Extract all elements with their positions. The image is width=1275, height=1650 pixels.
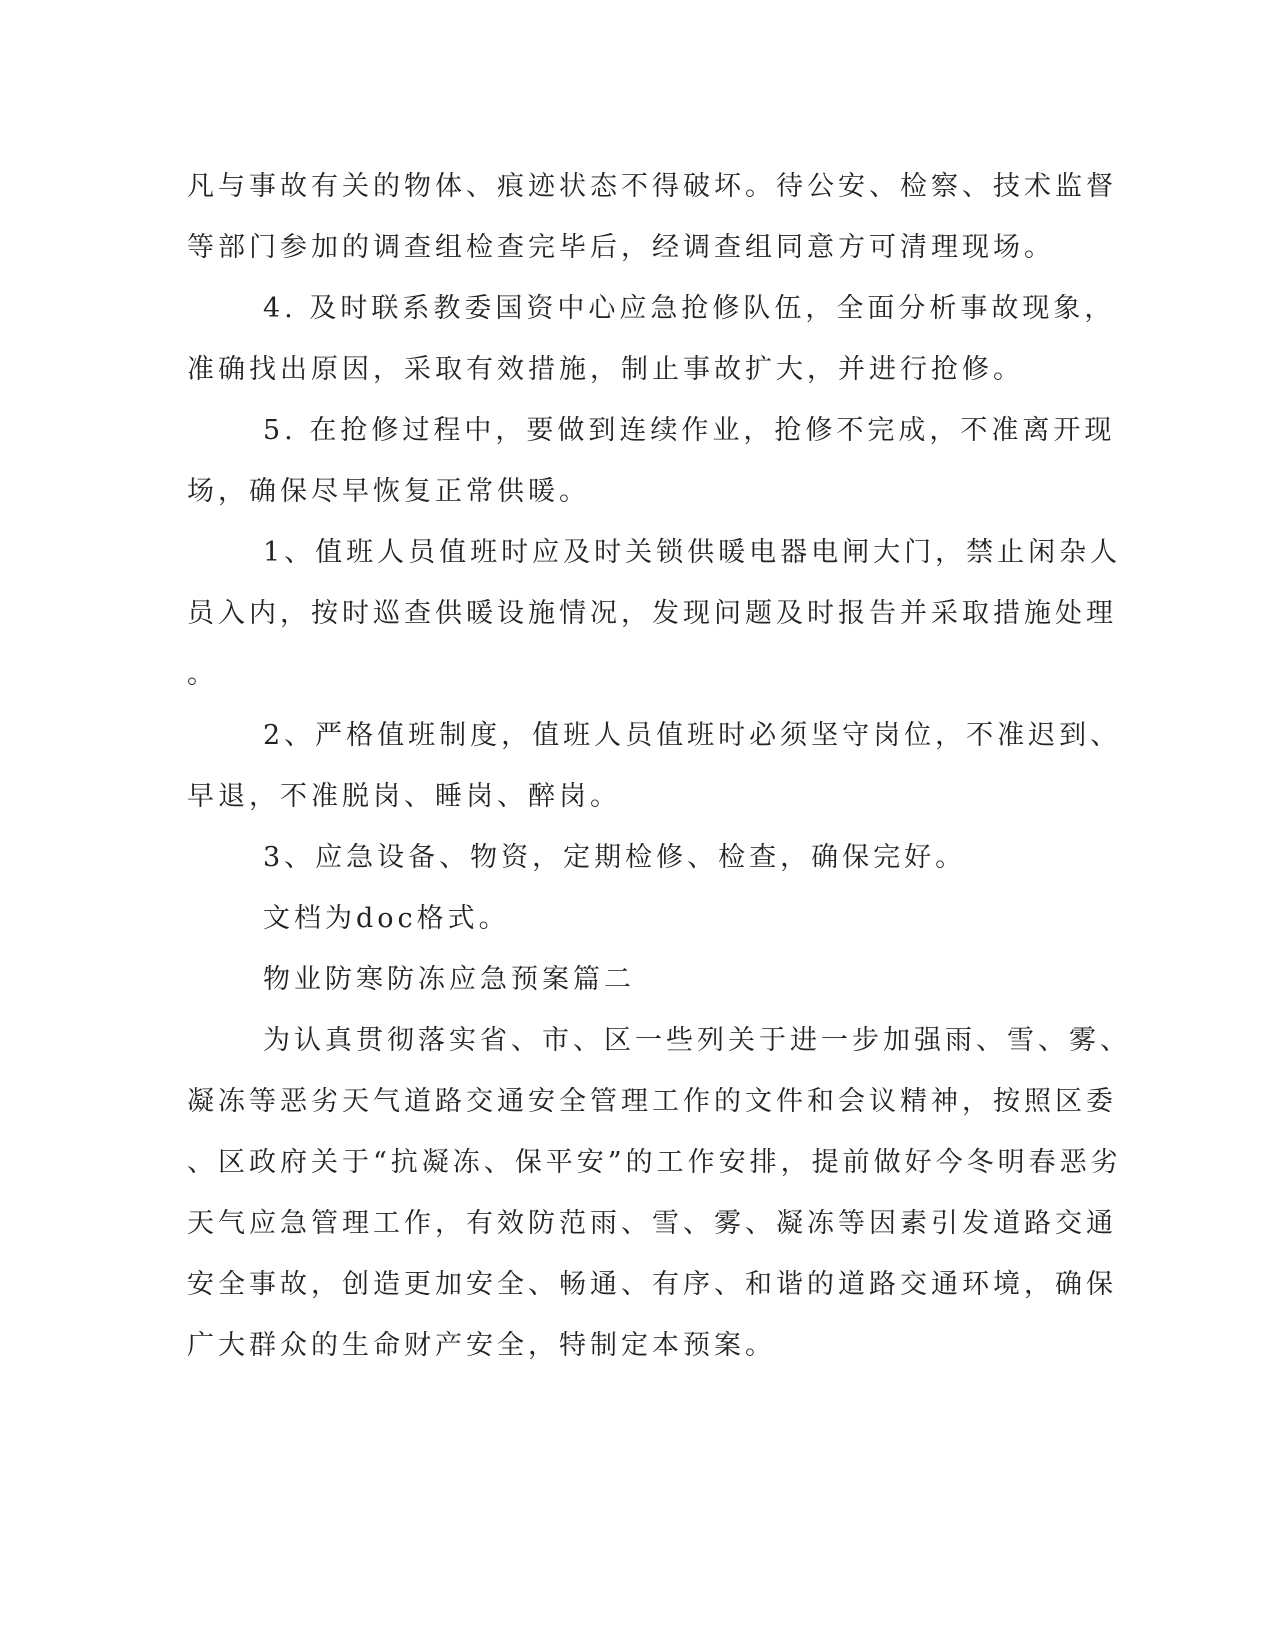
text-line: 广大群众的生命财产安全，特制定本预案。: [187, 1330, 776, 1361]
text-line: 5. 在抢修过程中，要做到连续作业，抢修不完成，不准离开现: [263, 415, 1116, 446]
text-line: 早退，不准脱岗、睡岗、醉岗。: [187, 781, 621, 812]
section-heading: 物业防寒防冻应急预案篇二: [263, 964, 635, 995]
text-line: 3、应急设备、物资，定期检修、检查，确保完好。: [263, 842, 967, 873]
document-body: [187, 156, 1131, 1376]
text-line: 4. 及时联系教委国资中心应急抢修队伍，全面分析事故现象，: [263, 293, 1116, 324]
text-line: 、区政府关于“抗凝冻、保平安”的工作安排，提前做好今冬明春恶劣: [187, 1147, 1122, 1178]
text-line: 2、严格值班制度，值班人员值班时必须坚守岗位，不准迟到、: [263, 720, 1122, 751]
text-line: 等部门参加的调查组检查完毕后，经调查组同意方可清理现场。: [187, 232, 1055, 263]
text-line: 准确找出原因，采取有效措施，制止事故扩大，并进行抢修。: [187, 354, 1024, 385]
text-line: 1、值班人员值班时应及时关锁供暖电器电闸大门，禁止闲杂人: [263, 537, 1122, 568]
text-line: 场，确保尽早恢复正常供暖。: [187, 476, 590, 507]
text-line: 员入内，按时巡查供暖设施情况，发现问题及时报告并采取措施处理: [187, 598, 1117, 629]
text-line: 凡与事故有关的物体、痕迹状态不得破坏。待公安、检察、技术监督: [187, 171, 1117, 202]
text-line: 天气应急管理工作，有效防范雨、雪、雾、凝冻等因素引发道路交通: [187, 1208, 1117, 1239]
text-line: 为认真贯彻落实省、市、区一些列关于进一步加强雨、雪、雾、: [263, 1025, 1131, 1056]
text-line: 凝冻等恶劣天气道路交通安全管理工作的文件和会议精神，按照区委: [187, 1086, 1117, 1117]
text-line: 文档为doc格式。: [263, 903, 510, 934]
text-line: 。: [187, 659, 218, 690]
text-line: 安全事故，创造更加安全、畅通、有序、和谐的道路交通环境，确保: [187, 1269, 1117, 1300]
